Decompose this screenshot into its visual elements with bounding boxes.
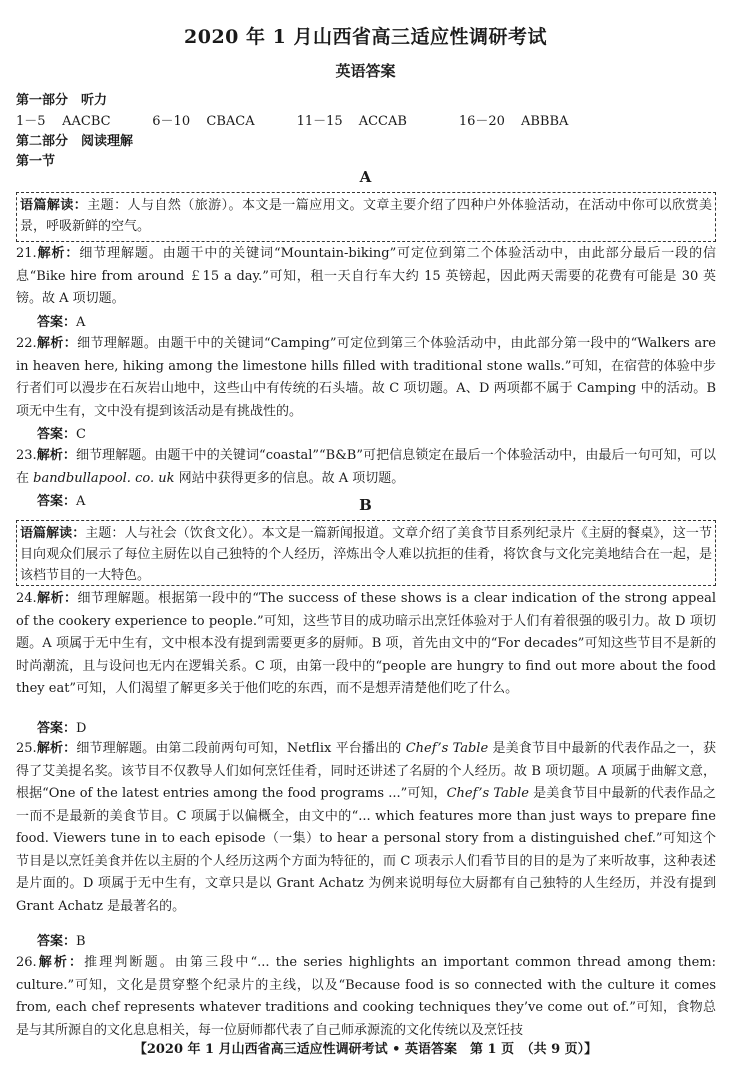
passage-a-letter: A: [359, 168, 372, 186]
q24-answer: [37, 717, 86, 736]
explanation-text: 细节理解题。由题干中的关键词“Camping”可定位到第三个体验活动中，由此部分第一段中的“Walkers are in heaven here, hiking among the limestone hills filled with traditional stone walls.”可知，在宿营的体验中步行者们可以漫步在石灰岩山地中，这些山中有传统的石头墙。故 C 项切题。A、D 两项都不属于 Camping 中的活动。B 项无中生有，文中没有提到该活动是有挑战性的。: [16, 336, 716, 419]
q25-answer: [37, 930, 86, 949]
answer-label: 答案：: [37, 494, 77, 509]
question-number: 26.: [16, 955, 37, 970]
passage-a-guide: [16, 192, 716, 242]
answer-range: 6－10: [152, 114, 191, 129]
answer-value: A: [76, 494, 86, 509]
listening-answers: [16, 110, 568, 129]
q22-answer: [37, 423, 86, 442]
answer-range: 11－15: [296, 114, 343, 129]
guide-label: 语篇解读：: [20, 198, 88, 213]
explanation-text: 细节理解题。由第二段前两句可知，Netflix 平台播出的: [76, 741, 406, 756]
show-title: Chef’s Table: [405, 741, 489, 756]
guide-text: 主题：人与社会（饮食文化）。本文是一篇新闻报道。文章介绍了美食节目系列纪录片《主厨的餐桌》，这一节目向观众们展示了每位主厨佐以自己独特的个人经历，淬炼出令人难以抗拒的佳肴，将饮食与文化完美地结合在一起，是该档节目的一大特色。: [20, 526, 712, 583]
explanation-text: 是美食节目中最新的代表作品之一而不是最新的美食节目。C 项属于以偏概全，由文中的“... which features more than just ways to prepare fine food. Viewers tune in to each episode（一集）to hear a personal story from a distinguished chef.”可知这个节目是以烹饪美食并佐以主厨的个人经历这两个方面为特征的，而 C 项表示人们看节目的目的是为了来听故事，这种表述是片面的。D 项属于无中生有，文章只是以 Grant Achatz 为例来说明每位大厨都有自己独特的人生经历，并没有提到 Grant Achatz 是最著名的。: [16, 786, 716, 914]
q24-explanation: [16, 588, 716, 701]
page-title: 2020 年 1 月山西省高三适应性调研考试: [184, 26, 547, 48]
answer-value: C: [76, 427, 86, 442]
explanation-text: 细节理解题。由题干中的关键词“coastal”“B&B”可把信息锁定在最后一个体验活动中，由最后一句可知，可以在: [16, 448, 716, 486]
explanation-label: 解析：: [36, 591, 78, 606]
page-footer: 【2020 年 1 月山西省高三适应性调研考试 • 英语答案 第 1 页 （共 9 页）】: [133, 1042, 598, 1057]
answer-label: 答案：: [37, 315, 77, 330]
q25-explanation: [16, 738, 716, 918]
question-number: 22.: [16, 336, 37, 351]
q23-explanation: [16, 445, 716, 490]
q26-explanation: [16, 952, 716, 1042]
answer-keys: CBACA: [206, 114, 255, 129]
question-number: 21.: [16, 246, 37, 261]
explanation-text: 网站中获得更多的信息。故 A 项切题。: [174, 470, 405, 486]
explanation-label: 解析：: [36, 336, 78, 351]
explanation-text: 推理判断题。由第三段中“... the series highlights an important common thread among them: culture.”可知，文化是贯穿整个纪录片的主线，以及“Because food is so connected with the culture it comes from, each chef represents whatever traditions and cooking techniques they’ve come out of.”可知，食物总是与其所源自的文化息息相关，每一位厨师都代表了自己师承源流的文化传统以及烹饪技: [16, 955, 716, 1038]
explanation-label: 解析：: [36, 448, 76, 463]
section-heading: 第一节: [16, 154, 56, 169]
answer-range: 16－20: [458, 114, 505, 129]
answer-label: 答案：: [37, 721, 77, 736]
explanation-text: 细节理解题。由题干中的关键词“Mountain-biking”可定位到第二个体验活动中，由此部分最后一段的信息“Bike hire from around ￡15 a day.”可知，租一天自行车大约 15 英镑起，因此两天需要的花费有可能是 30 英镑。故 A 项切题。: [16, 246, 716, 306]
answer-range: 1－5: [16, 114, 46, 129]
q21-answer: [37, 311, 85, 330]
q21-explanation: [16, 243, 716, 311]
explanation-text: 细节理解题。根据第一段中的“The success of these shows is a clear indication of the strong appeal of the cookery experience to people.”可知，这些节目的成功暗示出烹饪体验对于人们有着很强的吸引力。故 D 项切题。A 项属于无中生有，文中根本没有提到需要更多的厨师。B 项，首先由文中的“For decades”可知这些节目不是新的时尚潮流，且与设问也无内在逻辑关系。C 项，由第一段中的“people are hungry to find out more about the food they eat”可知，人们渴望了解更多关于他们吃的东西，而不是想弄清楚他们吃了什么。: [16, 591, 716, 696]
guide-label: 语篇解读：: [20, 526, 86, 541]
part1-heading: 第一部分 听力: [16, 93, 108, 108]
explanation-text: 是美食节目中最新的代表作品之一，获得了艾美提名奖。该节目不仅教导人们如何烹饪佳肴，同时还讲述了名厨的个人经历。故 B 项切题。A 项属于曲解文意，根据“One of the latest entries among the food programs ...”可知，: [16, 741, 716, 801]
answer-keys: ACCAB: [358, 114, 407, 129]
answer-value: D: [76, 721, 87, 736]
page-subtitle: 英语答案: [335, 62, 396, 80]
guide-text: 主题：人与自然（旅游）。本文是一篇应用文。文章主要介绍了四种户外体验活动，在活动中你可以欣赏美景，呼吸新鲜的空气。: [20, 198, 712, 234]
website-name: bandbullapool. co. uk: [33, 470, 175, 486]
answer-value: B: [76, 934, 86, 949]
part2-heading: 第二部分 阅读理解: [16, 134, 134, 149]
explanation-label: 解析：: [36, 246, 80, 261]
explanation-label: 解析：: [36, 955, 85, 970]
answer-label: 答案：: [37, 934, 77, 949]
show-title: Chef’s Table: [446, 786, 529, 801]
answer-keys: AACBC: [62, 114, 111, 129]
passage-b-letter: B: [359, 496, 372, 514]
answer-keys: ABBBA: [520, 114, 569, 129]
question-number: 24.: [16, 591, 37, 606]
answer-value: A: [76, 315, 86, 330]
q22-explanation: [16, 333, 716, 423]
question-number: 25.: [16, 741, 37, 756]
question-number: 23.: [16, 448, 37, 463]
answer-label: 答案：: [37, 427, 77, 442]
passage-b-guide: [16, 520, 716, 586]
explanation-label: 解析：: [36, 741, 77, 756]
